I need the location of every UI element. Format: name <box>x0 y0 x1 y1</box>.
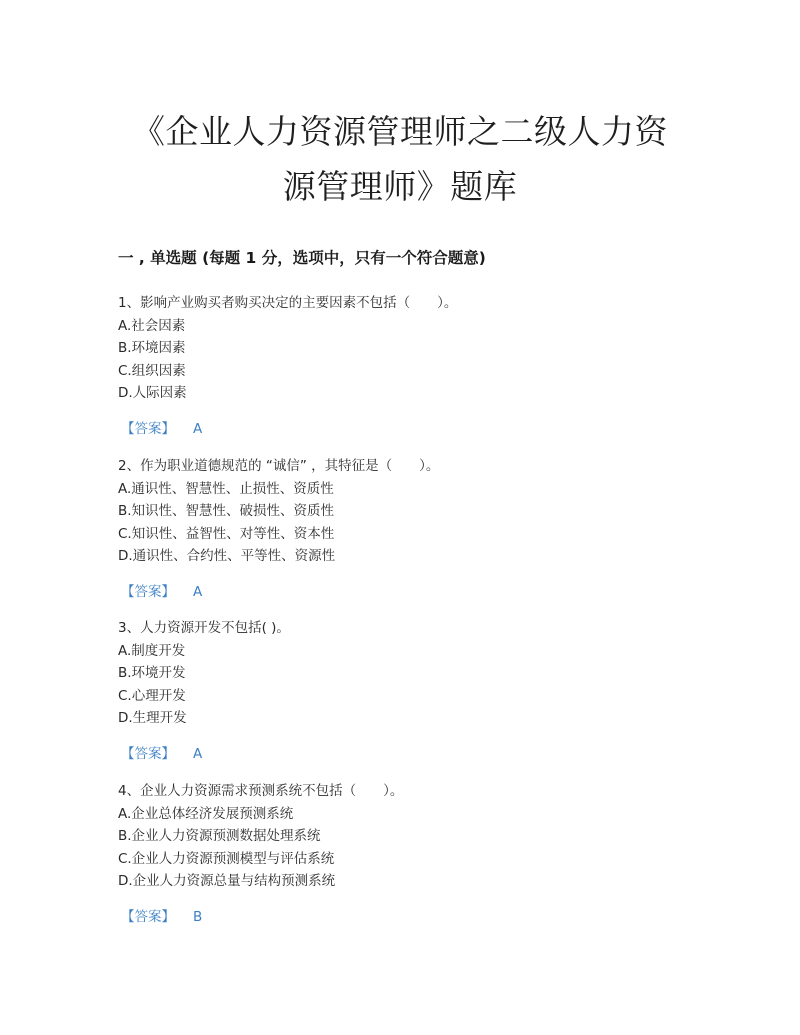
question-stem: 4、企业人力资源需求预测系统不包括（ ）。 <box>118 783 404 799</box>
answer-label: 【答案】 <box>121 583 175 600</box>
option-d: D.通识性、合约性、平等性、资源性 <box>118 548 336 564</box>
answer-value: A <box>193 745 203 762</box>
answer-line <box>118 581 718 603</box>
answer-value: B <box>193 908 203 925</box>
question-4 <box>118 780 718 928</box>
option-d: D.企业人力资源总量与结构预测系统 <box>118 873 336 889</box>
option-a: A.社会因素 <box>118 317 186 334</box>
option-c: C.知识性、益智性、对等性、资本性 <box>118 525 335 542</box>
option-c: C.组织因素 <box>118 362 186 379</box>
answer-value: A <box>193 420 203 437</box>
title-line-2: 源管理师》题库 <box>282 167 518 206</box>
question-stem: 1、影响产业购买者购买决定的主要因素不包括（ ）。 <box>118 295 458 311</box>
document-title <box>90 104 710 214</box>
option-c: C.企业人力资源预测模型与评估系统 <box>118 850 335 867</box>
answer-line <box>118 418 718 440</box>
question-1 <box>118 292 718 440</box>
option-b: B.环境因素 <box>118 340 186 356</box>
option-b: B.环境开发 <box>118 665 186 681</box>
option-d: D.人际因素 <box>118 385 187 401</box>
option-d: D.生理开发 <box>118 710 187 726</box>
question-2 <box>118 455 718 603</box>
answer-line <box>118 743 718 765</box>
option-a: A.通识性、智慧性、止损性、资质性 <box>118 480 334 497</box>
section-heading: 一 , 单选题 (每题 1 分，选项中，只有一个符合题意) <box>118 249 486 267</box>
question-3 <box>118 617 718 765</box>
answer-label: 【答案】 <box>121 420 175 437</box>
option-c: C.心理开发 <box>118 687 186 704</box>
question-stem: 2、作为职业道德规范的 “诚信” ，其特征是（ ）。 <box>118 458 440 474</box>
answer-label: 【答案】 <box>121 908 175 925</box>
question-stem: 3、人力资源开发不包括( )。 <box>118 620 290 636</box>
answer-label: 【答案】 <box>121 745 175 762</box>
title-line-1: 《企业人力资源管理师之二级人力资 <box>132 112 668 151</box>
option-a: A.制度开发 <box>118 642 186 659</box>
answer-line <box>118 906 718 928</box>
option-b: B.知识性、智慧性、破损性、资质性 <box>118 503 335 519</box>
answer-value: A <box>193 583 203 600</box>
option-b: B.企业人力资源预测数据处理系统 <box>118 828 321 844</box>
option-a: A.企业总体经济发展预测系统 <box>118 805 294 822</box>
